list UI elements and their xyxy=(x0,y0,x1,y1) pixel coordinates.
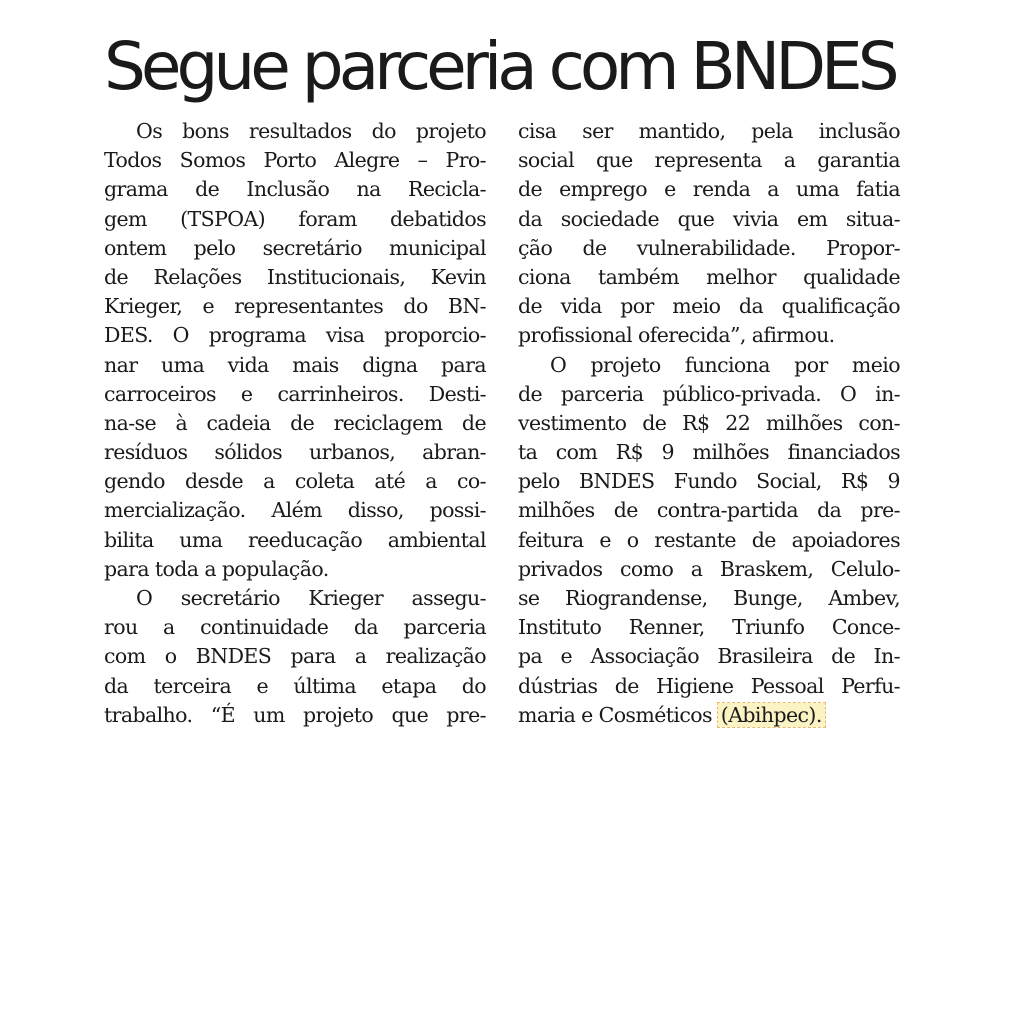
text-line: social que representa a garantia xyxy=(518,148,900,173)
text-line: se Riograndense, Bunge, Ambev, xyxy=(518,586,900,610)
text-line: rou a continuidade da parceria xyxy=(104,615,486,640)
text-line: de emprego e renda a uma fatia xyxy=(518,177,900,202)
text-line: milhões de contra-partida da pre- xyxy=(518,498,900,523)
text-line: da sociedade que vivia em situa- xyxy=(518,206,900,231)
text-line: vestimento de R$ 22 milhões con- xyxy=(518,410,900,435)
text-line: Instituto Renner, Triunfo Conce- xyxy=(518,615,900,640)
text-line: dústrias de Higiene Pessoal Perfu- xyxy=(518,673,900,698)
text-line: Os bons resultados do projeto xyxy=(136,119,486,143)
text-line: privados como a Braskem, Celulo- xyxy=(518,556,900,581)
headline: Segue parceria com BNDES xyxy=(104,28,895,105)
text-line: ontem pelo secretário municipal xyxy=(104,235,486,260)
text-line: resíduos sólidos urbanos, abran- xyxy=(104,440,486,465)
text-line: pelo BNDES Fundo Social, R$ 9 xyxy=(518,469,900,494)
text-line: pa e Associação Brasileira de In- xyxy=(518,644,900,669)
text-line: O secretário Krieger assegu- xyxy=(136,586,486,610)
text-column-right xyxy=(518,117,900,730)
text-line: gendo desde a coleta até a co- xyxy=(104,469,486,494)
text-line: com o BNDES para a realização xyxy=(104,644,486,669)
text-line: ciona também melhor qualidade xyxy=(518,264,900,289)
text-line: na-se à cadeia de reciclagem de xyxy=(104,410,486,435)
text-line: O projeto funciona por meio xyxy=(550,352,900,377)
text-line: de parceria público-privada. O in- xyxy=(518,381,900,406)
text-line-final xyxy=(518,701,900,730)
text-line: DES. O programa visa proporcio- xyxy=(104,323,486,348)
highlighted-acronym: (Abihpec). xyxy=(718,703,825,727)
text-line: profissional oferecida”, afirmou. xyxy=(518,323,835,348)
text-line: cisa ser mantido, pela inclusão xyxy=(518,119,900,143)
text-line: da terceira e última etapa do xyxy=(104,673,486,698)
text-line: de vida por meio da qualificação xyxy=(518,294,900,319)
text-line: gem (TSPOA) foram debatidos xyxy=(104,206,486,231)
text-line: feitura e o restante de apoiadores xyxy=(518,527,900,552)
text-line-final-body: maria e Cosméticos xyxy=(518,702,712,727)
text-line: ção de vulnerabilidade. Propor- xyxy=(518,235,900,260)
text-line: de Relações Institucionais, Kevin xyxy=(104,264,486,289)
text-line: ta com R$ 9 milhões financiados xyxy=(518,440,900,465)
text-line: para toda a população. xyxy=(104,556,329,581)
text-line: bilita uma reeducação ambiental xyxy=(104,527,486,552)
text-line: trabalho. “É um projeto que pre- xyxy=(104,702,486,727)
text-line: grama de Inclusão na Recicla- xyxy=(104,177,486,202)
text-line: carroceiros e carrinheiros. Desti- xyxy=(104,381,486,406)
text-line: nar uma vida mais digna para xyxy=(104,352,486,377)
text-column-left xyxy=(104,117,486,730)
text-line: Krieger, e representantes do BN- xyxy=(104,294,486,319)
text-line: mercialização. Além disso, possi- xyxy=(104,498,486,523)
text-line: Todos Somos Porto Alegre – Pro- xyxy=(104,148,486,173)
